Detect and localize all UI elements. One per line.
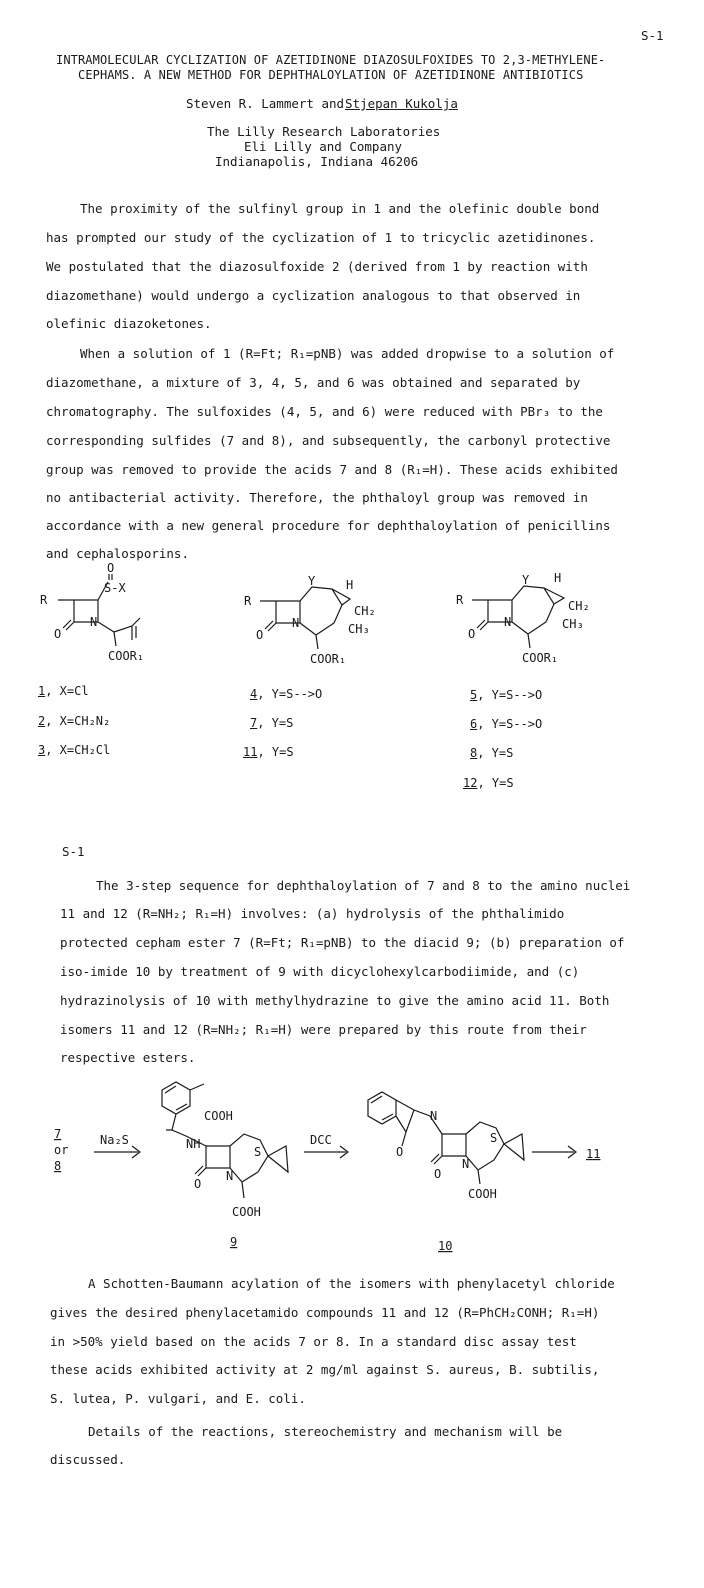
svg-text:COOR₁: COOR₁ — [310, 652, 347, 666]
svg-text:O: O — [54, 627, 62, 641]
svg-text:N: N — [462, 1157, 470, 1171]
svg-text:COOH: COOH — [468, 1187, 497, 1201]
p4-line: S. lutea, P. vulgari, and E. coli. — [50, 1391, 306, 1406]
compound-entry: 8, Y=S — [470, 746, 514, 760]
title-line-2: CEPHAMS. A NEW METHOD FOR DEPHTHALOYLATION OF AZETIDINONE ANTIBIOTICS — [78, 68, 584, 82]
p4-line: gives the desired phenylacetamido compounds 11 and 12 (R=PhCH₂CONH; R₁=H) — [50, 1305, 600, 1320]
svg-text:Na₂S: Na₂S — [100, 1133, 129, 1147]
page-label-2: S-1 — [62, 844, 85, 859]
svg-text:8: 8 — [54, 1159, 62, 1173]
svg-text:R: R — [456, 593, 464, 607]
p1-line: The proximity of the sulfinyl group in 1 and the olefinic double bond — [80, 201, 600, 216]
p5-line: discussed. — [50, 1452, 126, 1467]
page-label: S-1 — [641, 28, 664, 43]
p1-line: has prompted our study of the cyclization of 1 to tricyclic azetidinones. — [46, 230, 596, 245]
svg-text:O: O — [468, 627, 476, 641]
structure-cepham-a — [242, 565, 392, 675]
p3-line: protected cepham ester 7 (R=Ft; R₁=pNB) to the diacid 9; (b) preparation of — [60, 935, 625, 950]
svg-text:COOR₁: COOR₁ — [108, 649, 145, 663]
svg-text:9: 9 — [230, 1235, 238, 1249]
p2-line: corresponding sulfides (7 and 8), and subsequently, the carbonyl protective — [46, 433, 611, 448]
svg-text:O: O — [107, 561, 115, 575]
svg-text:10: 10 — [438, 1239, 453, 1253]
p2-line: chromatography. The sulfoxides (4, 5, and 6) were reduced with PBr₃ to the — [46, 404, 603, 419]
p2-line: accordance with a new general procedure for dephthaloylation of penicillins — [46, 518, 611, 533]
svg-text:N: N — [292, 616, 300, 630]
affiliation-line-2: Eli Lilly and Company — [244, 139, 403, 154]
p2-line: When a solution of 1 (R=Ft; R₁=pNB) was added dropwise to a solution of — [80, 346, 615, 361]
svg-text:COOR₁: COOR₁ — [522, 651, 559, 665]
p3-line: hydrazinolysis of 10 with methylhydrazine to give the amino acid 11. Both — [60, 993, 610, 1008]
svg-text:H: H — [554, 571, 562, 585]
svg-text:7: 7 — [54, 1127, 62, 1141]
compound-entry: 6, Y=S-->O — [470, 717, 543, 731]
svg-text:NH: NH — [186, 1137, 201, 1151]
svg-text:Y: Y — [522, 573, 530, 587]
affiliation-line-1: The Lilly Research Laboratories — [207, 124, 441, 139]
svg-text:S-X: S-X — [104, 581, 126, 595]
compound-entry: 1, X=Cl — [38, 684, 89, 698]
p5-line: Details of the reactions, stereochemistry and mechanism will be — [88, 1424, 563, 1439]
svg-text:S: S — [254, 1145, 262, 1159]
svg-text:COOH: COOH — [232, 1205, 261, 1219]
p3-line: respective esters. — [60, 1050, 196, 1065]
compound-entry: 4, Y=S-->O — [250, 687, 323, 701]
title-line-1: INTRAMOLECULAR CYCLIZATION OF AZETIDINONE DIAZOSULFOXIDES TO 2,3-METHYLENE- — [56, 53, 606, 67]
p4-line: these acids exhibited activity at 2 mg/ml against S. aureus, B. subtilis, — [50, 1362, 600, 1377]
p2-line: no antibacterial activity. Therefore, the phthaloyl group was removed in — [46, 490, 588, 505]
p4-line: A Schotten-Baumann acylation of the isomers with phenylacetyl chloride — [88, 1276, 615, 1291]
svg-text:H: H — [346, 578, 354, 592]
compound-entry: 5, Y=S-->O — [470, 688, 543, 702]
svg-text:CH₂: CH₂ — [354, 604, 376, 618]
p3-line: iso-imide 10 by treatment of 9 with dicyclohexylcarbodiimide, and (c) — [60, 964, 580, 979]
compound-entry: 2, X=CH₂N₂ — [38, 714, 111, 728]
svg-text:N: N — [90, 615, 98, 629]
p3-line: isomers 11 and 12 (R=NH₂; R₁=H) were prepared by this route from their — [60, 1022, 587, 1037]
svg-text:S: S — [490, 1131, 498, 1145]
author-1: Steven R. Lammert and — [186, 96, 345, 111]
p3-line: 11 and 12 (R=NH₂; R₁=H) involves: (a) hydrolysis of the phthalimido — [60, 906, 565, 921]
compound-entry: 3, X=CH₂Cl — [38, 743, 111, 757]
p2-line: diazomethane, a mixture of 3, 4, 5, and 6 was obtained and separated by — [46, 375, 581, 390]
svg-text:N: N — [226, 1169, 234, 1183]
svg-text:N: N — [430, 1109, 438, 1123]
svg-text:DCC: DCC — [310, 1133, 332, 1147]
svg-text:CH₃: CH₃ — [562, 617, 584, 631]
p3-line: The 3-step sequence for dephthaloylation of 7 and 8 to the amino nuclei — [96, 878, 631, 893]
svg-text:CH₃: CH₃ — [348, 622, 370, 636]
author-2: Stjepan Kukolja — [345, 96, 458, 111]
p1-line: olefinic diazoketones. — [46, 316, 212, 331]
svg-text:R: R — [40, 593, 48, 607]
svg-text:O: O — [194, 1177, 202, 1191]
reaction-scheme — [46, 1080, 646, 1270]
svg-text:or: or — [54, 1143, 69, 1157]
structure-sulfoxide — [36, 560, 176, 670]
p2-line: group was removed to provide the acids 7 and 8 (R₁=H). These acids exhibited — [46, 462, 618, 477]
svg-text:O: O — [396, 1145, 404, 1159]
svg-text:O: O — [434, 1167, 442, 1181]
svg-text:Y: Y — [308, 574, 316, 588]
svg-text:COOH: COOH — [204, 1109, 233, 1123]
p2-line: and cephalosporins. — [46, 546, 189, 561]
structure-cepham-b — [454, 562, 614, 672]
svg-text:N: N — [504, 615, 512, 629]
compound-entry: 12, Y=S — [463, 776, 514, 790]
affiliation-line-3: Indianapolis, Indiana 46206 — [215, 154, 419, 169]
svg-text:O: O — [256, 628, 264, 642]
p4-line: in >50% yield based on the acids 7 or 8. In a standard disc assay test — [50, 1334, 577, 1349]
p1-line: diazomethane) would undergo a cyclization analogous to that observed in — [46, 288, 581, 303]
svg-text:R: R — [244, 594, 252, 608]
svg-text:CH₂: CH₂ — [568, 599, 590, 613]
compound-entry: 11, Y=S — [243, 745, 294, 759]
svg-text:11: 11 — [586, 1147, 601, 1161]
compound-entry: 7, Y=S — [250, 716, 294, 730]
p1-line: We postulated that the diazosulfoxide 2 (derived from 1 by reaction with — [46, 259, 588, 274]
